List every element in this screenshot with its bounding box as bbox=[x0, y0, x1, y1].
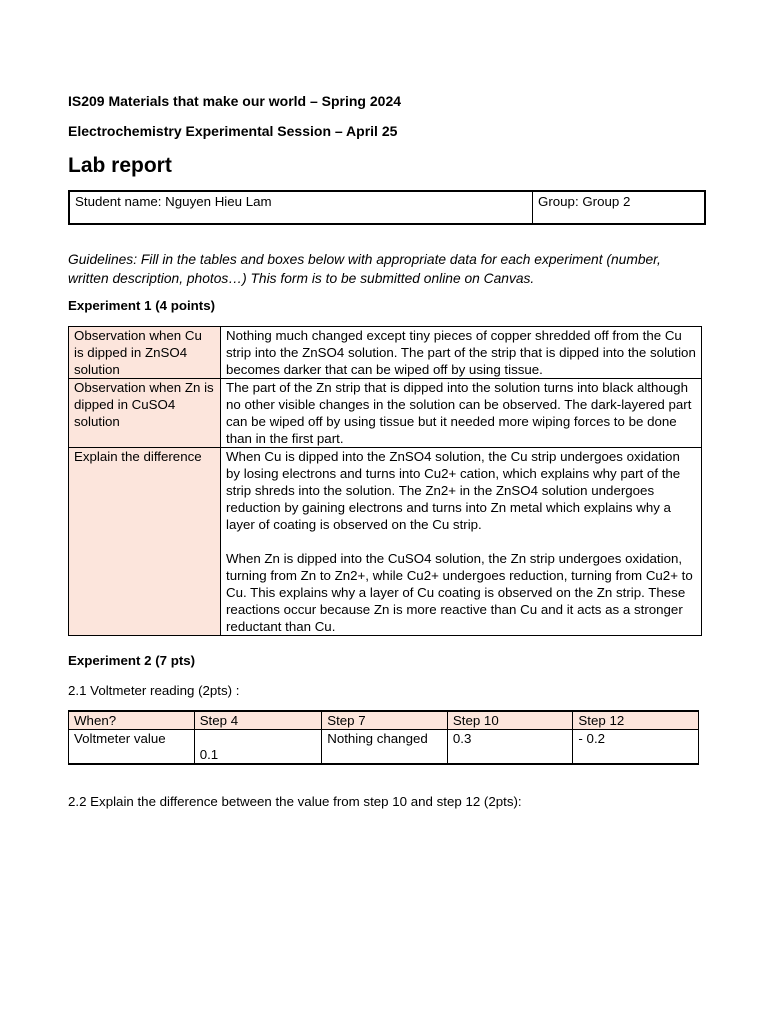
voltmeter-value-row bbox=[69, 730, 699, 765]
group-cell: Group: Group 2 bbox=[533, 191, 706, 224]
row-label: Explain the difference bbox=[69, 448, 221, 636]
row-value bbox=[221, 327, 702, 379]
voltmeter-table bbox=[68, 710, 699, 765]
experiment1-heading: Experiment 1 (4 points) bbox=[68, 298, 216, 313]
row-paragraph: When Zn is dipped into the CuSO4 solution, the Zn strip undergoes oxidation, turning from Zn to Zn2+, while Cu2+ undergoes reduction, turning from Cu2+ to Cu. This explains why a layer of Cu coating is observed on the Zn strip. These reactions occur because Zn is more reactive than Cu and it acts as a stronger reductant than Cu. bbox=[226, 551, 693, 634]
student-name-cell: Student name: Nguyen Hieu Lam bbox=[69, 191, 533, 224]
student-info-row bbox=[69, 191, 705, 224]
row-paragraph: When Cu is dipped into the ZnSO4 solution, the Cu strip undergoes oxidation by losing electrons and turns into Cu2+ cation, which explains why part of the strip shreds into the solution. The Zn2+ in the ZnSO4 solution undergoes reduction by gaining electrons and turns into Zn metal which explains why a layer of coating is observed on the Cu strip. bbox=[226, 449, 681, 532]
experiment1-table bbox=[68, 326, 702, 636]
voltmeter-heading: 2.1 Voltmeter reading (2pts) : bbox=[68, 683, 240, 698]
session-title: Electrochemistry Experimental Session – April 25 bbox=[68, 123, 398, 139]
paragraph-gap bbox=[226, 533, 696, 550]
experiment2-heading: Experiment 2 (7 pts) bbox=[68, 653, 196, 668]
header-cell: Step 12 bbox=[573, 711, 699, 730]
value-cell bbox=[194, 730, 322, 765]
voltmeter-header-row bbox=[69, 711, 699, 730]
student-info-table bbox=[68, 190, 706, 225]
row-value bbox=[221, 448, 702, 636]
explain-difference-heading: 2.2 Explain the difference between the value from step 10 and step 12 (2pts): bbox=[68, 794, 522, 809]
header-cell: Step 7 bbox=[322, 711, 448, 730]
value-cell: 0.3 bbox=[447, 730, 573, 765]
course-title: IS209 Materials that make our world – Spring 2024 bbox=[68, 93, 402, 109]
header-cell: When? bbox=[69, 711, 195, 730]
row-paragraph: The part of the Zn strip that is dipped into the solution turns into black although no other visible changes in the solution can be observed. The dark-layered part can be wiped off by using tissue but it needed more wiping forces to be done than in the first part. bbox=[226, 380, 692, 446]
row-value bbox=[221, 379, 702, 448]
table-row bbox=[69, 379, 702, 448]
table-row bbox=[69, 327, 702, 379]
value-cell: - 0.2 bbox=[573, 730, 699, 765]
header-cell: Step 10 bbox=[447, 711, 573, 730]
report-title: Lab report bbox=[68, 154, 172, 177]
value-cell: Nothing changed bbox=[322, 730, 448, 765]
guidelines-text: Guidelines: Fill in the tables and boxes below with appropriate data for each experiment (number, written description, photos…) This form is to be submitted online on Canvas. bbox=[68, 252, 661, 286]
value-cell: Voltmeter value bbox=[69, 730, 195, 765]
value-text: 0.1 bbox=[199, 747, 219, 762]
row-label: Observation when Zn is dipped in CuSO4 solution bbox=[69, 379, 221, 448]
row-paragraph: Nothing much changed except tiny pieces of copper shredded off from the Cu strip into the ZnSO4 solution. The part of the strip that is dipped into the solution becomes darker that can be wiped off by using tissue. bbox=[226, 328, 696, 377]
header-cell: Step 4 bbox=[194, 711, 322, 730]
row-label: Observation when Cu is dipped in ZnSO4 solution bbox=[69, 327, 221, 379]
table-row bbox=[69, 448, 702, 636]
